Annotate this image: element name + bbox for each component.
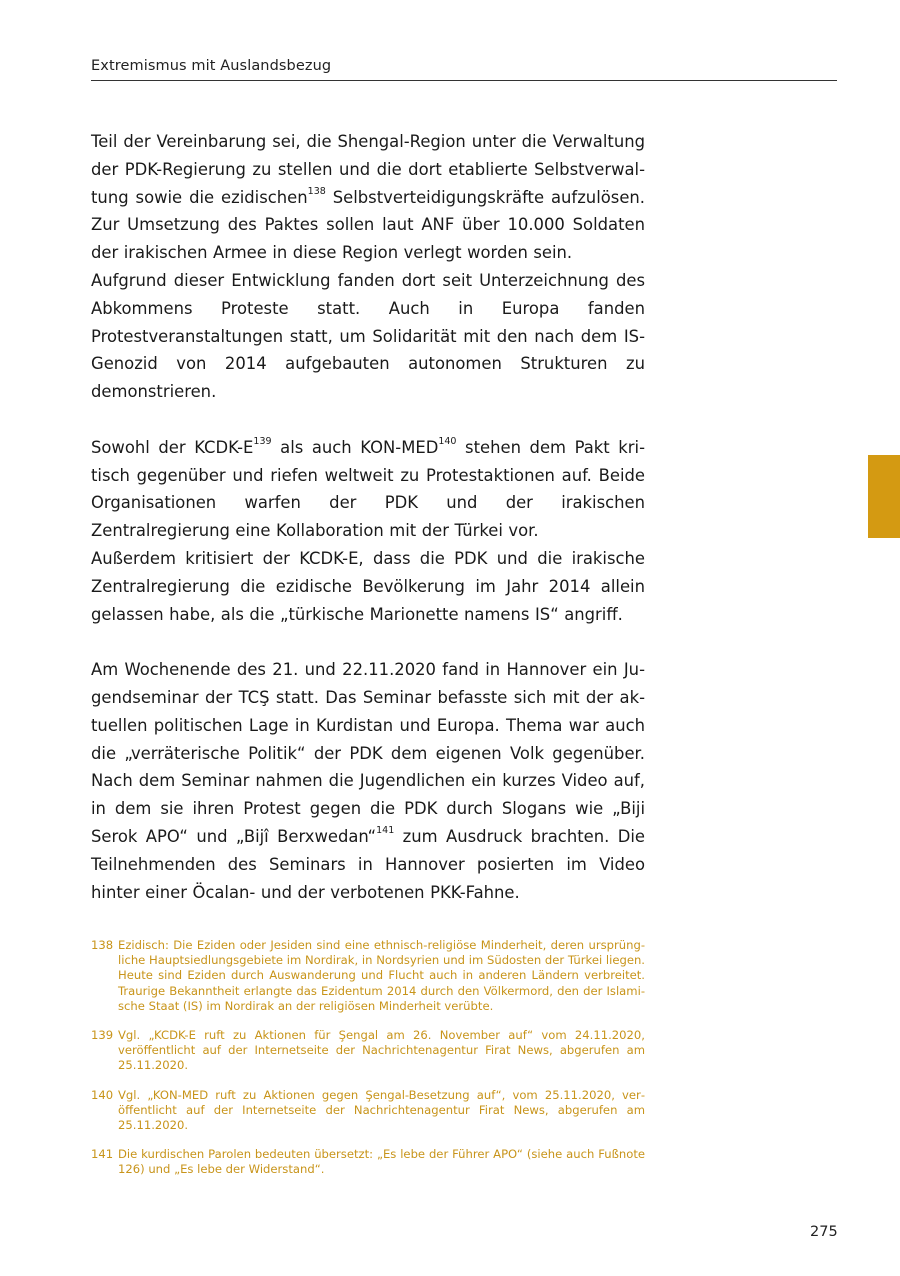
main-body-text (91, 128, 645, 906)
footnote-text: Vgl. „KON-MED ruft zu Aktionen gegen Şengal-Besetzung auf“, vom 25.11.2020, veröffentlicht auf der Internetseite der Nachrichtenagentur Firat News, abgerufen am 25.11.2020. (118, 1087, 645, 1133)
footnote-141 (91, 1147, 645, 1177)
footnote-139 (91, 1028, 645, 1074)
page-number: 275 (810, 1224, 838, 1240)
footnote-ref-138[interactable]: 138 (307, 186, 326, 198)
footnote-ref-139[interactable]: 139 (253, 436, 272, 448)
footnote-number: 138 (91, 938, 114, 952)
paragraph-5: Am Wochenende des 21. und 22.11.2020 fand in Hannover ein Jugendseminar der TCŞ statt. Das Seminar befasste sich mit der aktuellen politischen Lage in Kurdistan und Europa. Thema war auch die „verräterische Politik“ der PDK dem eigenen Volk gegenüber. Nach dem Seminar nahmen die Jugendlichen ein kurzes Video auf, in dem sie ihren Protest gegen die PDK durch Slogans wie „Biji Serok APO“ und „Bijî Berxwedan“$^{141}$ zum Ausdruck brachten. Die Teilnehmenden des Seminars in Hannover posierten im Video hinter einer Öcalan- und der verbotenen PKK-Fahne. (91, 660, 645, 902)
footnote-number: 139 (91, 1028, 114, 1043)
footnote-number: 140 (91, 1087, 114, 1102)
paragraph-1: Teil der Vereinbarung sei, die Shengal-Region unter die Verwaltung der PDK-Regierung zu stellen und die dort etablierte Selbstverwaltung sowie die ezidischen$^{138}$ Selbstverteidigungskräfte aufzulösen. Zur Umsetzung des Paktes sollen laut ANF über 10.000 Soldaten der irakischen Armee in diese Region verlegt worden sein. (91, 132, 645, 263)
footnote-138 (91, 938, 645, 1014)
chapter-side-tab (868, 455, 900, 538)
running-header-title: Extremismus mit Auslandsbezug (91, 58, 332, 74)
footnote-140 (91, 1088, 645, 1134)
paragraph-3: Sowohl der KCDK-E$^{139}$ als auch KON-MED$^{140}$ stehen dem Pakt kritisch gegenüber und riefen weltweit zu Protestaktionen auf. Beide Organisationen warfen der PDK und der irakischen Zentralregierung eine Kollaboration mit der Türkei vor. (91, 436, 645, 541)
footnote-ref-141[interactable]: 141 (376, 825, 395, 837)
footnote-text: Ezidisch: Die Eziden oder Jesiden sind eine ethnisch-religiöse Minderheit, deren ursprüngliche Hauptsiedlungsgebiete im Nordirak, in Nordsyrien und im Südosten der Türkei liegen. Heute sind Eziden durch Auswanderung und Flucht auch in anderen Ländern verbreitet. Traurige Bekanntheit erlangte das Ezidentum 2014 durch den Völkermord, den der Islamische Staat (IS) im Nordirak an der religiösen Minderheit verübte. (118, 938, 645, 1013)
footnote-text: Vgl. „KCDK-E ruft zu Aktionen für Şengal am 26. November auf“ vom 24.11.2020, veröffentlicht auf der Internetseite der Nachrichtenagentur Firat News, abgerufen am 25.11.2020. (118, 1028, 645, 1073)
footnote-ref-140[interactable]: 140 (438, 436, 457, 448)
paragraph-4: Außerdem kritisiert der KCDK-E, dass die PDK und die irakische Zentralregierung die ezidische Bevölkerung im Jahr 2014 allein gelassen habe, als die „türkische Marionette namens IS“ angriff. (91, 548, 645, 624)
footnotes-section (91, 938, 645, 1192)
footnote-number: 141 (91, 1147, 114, 1162)
paragraph-2: Aufgrund dieser Entwicklung fanden dort seit Unterzeichnung des Abkommens Proteste statt. Auch in Europa fanden Protestveranstaltungen statt, um Solidarität mit den nach dem IS-Genozid von 2014 aufgebauten autonomen Strukturen zu demonstrieren. (91, 270, 645, 402)
footnote-text: Die kurdischen Parolen bedeuten übersetzt: „Es lebe der Führer APO“ (siehe auch Fußnote 126) und „Es lebe der Widerstand“. (118, 1147, 645, 1177)
header-divider (91, 80, 837, 81)
